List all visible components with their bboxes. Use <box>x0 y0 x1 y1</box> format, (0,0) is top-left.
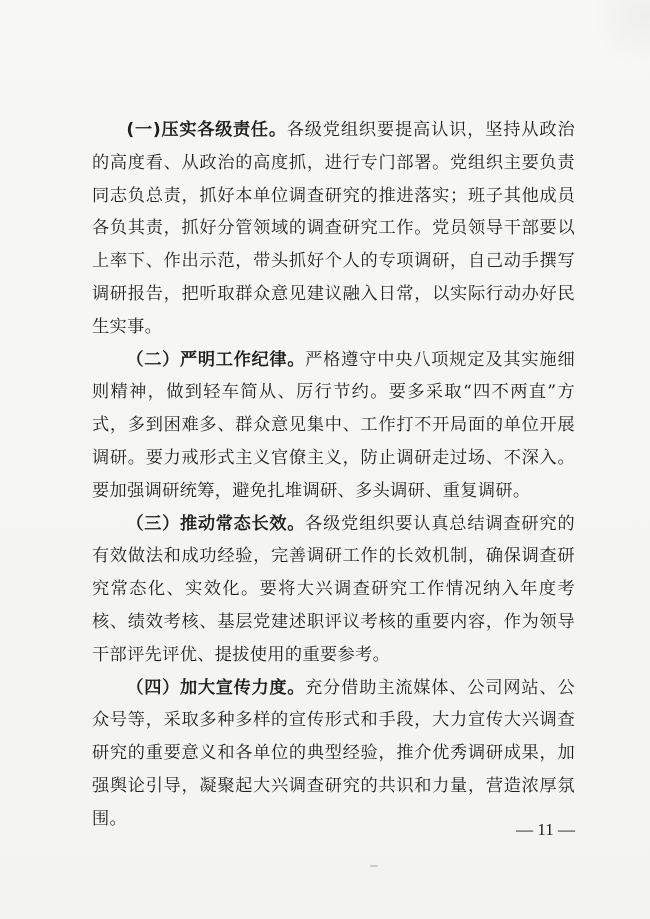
paragraph-4 <box>92 672 575 836</box>
paragraph-4-heading: （四）加大宣传力度。 <box>126 677 306 698</box>
paragraph-2-heading: （二）严明工作纪律。 <box>126 349 306 370</box>
paragraph-3 <box>92 508 575 672</box>
paragraph-4-text: 充分借助主流媒体、公司网站、公众号等，采取多种多样的宣传形式和手段，大力宣传大兴调查研究的重要意义和各单位的典型经验，推介优秀调研成果，加强舆论引导，凝聚起大兴调查研究的共识和力量，营造浓厚氛围。 <box>92 677 575 829</box>
paragraph-1-text: 各级党组织要提高认识，坚持从政治的高度看、从政治的高度抓，进行专门部署。党组织主要负责同志负总责，抓好本单位调查研究的推进落实；班子其他成员各负其责，抓好分管领域的调查研究工作。党员领导干部要以上率下、作出示范，带头抓好个人的专项调研，自己动手撰写调研报告，把听取群众意见建议融入日常，以实际行动办好民生实事。 <box>92 120 575 337</box>
paragraph-3-text: 各级党组织要认真总结调查研究的有效做法和成功经验，完善调研工作的长效机制，确保调查研究常态化、实效化。要将大兴调查研究工作情况纳入年度考核、绩效考核、基层党建述职评议考核的重要内容，作为领导干部评先评优、提拔使用的重要参考。 <box>92 513 575 665</box>
document-body <box>92 114 575 836</box>
scan-shadow <box>585 0 650 80</box>
paragraph-2-text: 严格遵守中央八项规定及其实施细则精神，做到轻车简从、厉行节约。要多采取“四不两直”方式，多到困难多、群众意见集中、工作打不开局面的单位开展调研。要力戒形式主义官僚主义，防止调研走过场、不深入。要加强调研统筹，避免扎堆调研、多头调研、重复调研。 <box>92 349 575 501</box>
scan-mark <box>370 865 378 867</box>
paragraph-3-heading: （三）推动常态长效。 <box>126 513 306 534</box>
paragraph-2 <box>92 344 575 508</box>
page-number: — 11 — <box>516 820 575 839</box>
paragraph-1 <box>92 114 575 344</box>
paragraph-1-heading: (一)压实各级责任。 <box>126 120 287 140</box>
